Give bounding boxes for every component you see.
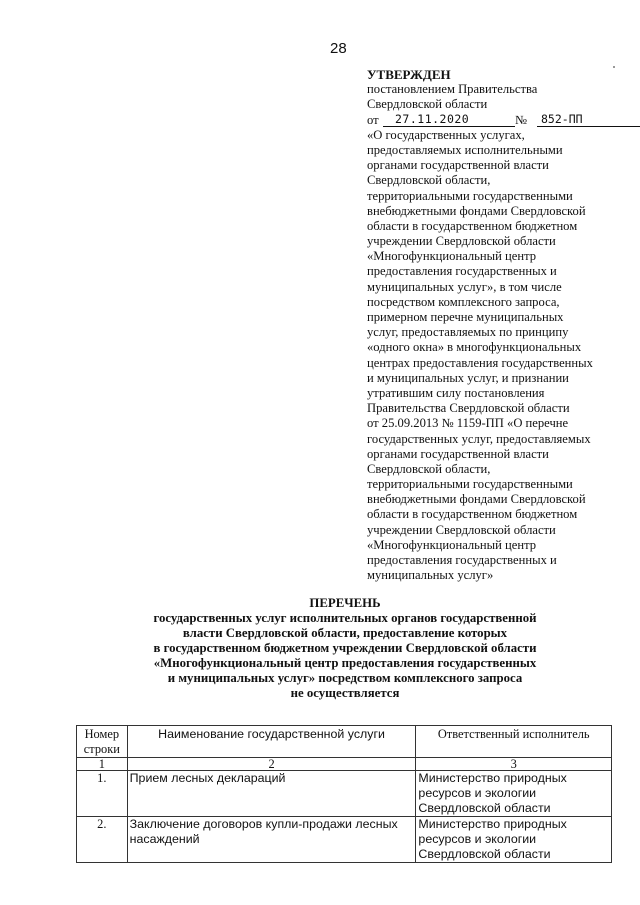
approval-line: территориальными государственными: [367, 188, 573, 203]
approval-line: посредством комплексного запроса,: [367, 294, 560, 309]
column-number: 2: [127, 758, 416, 771]
approval-line: «одного окна» в многофункциональных: [367, 340, 582, 355]
column-number: 1: [77, 758, 128, 771]
header-service-name: Наименование государственной услуги: [127, 726, 416, 758]
approval-line: Свердловской области: [367, 97, 488, 112]
list-subtitle-line: «Многофункциональный центр предоставления государственных: [153, 656, 537, 670]
approval-line: внебюджетными фондами Свердловской: [367, 203, 586, 218]
list-subtitle-line: не осуществляется: [290, 686, 400, 700]
services-table: [76, 725, 612, 863]
decree-number: 852-ПП: [537, 113, 640, 127]
executor-name: Министерство природных ресурсов и экологии Свердловской области: [416, 817, 612, 863]
approval-line: утратившим силу постановления: [367, 385, 545, 400]
approval-line: от 25.09.2013 № 1159-ПП «О перечне: [367, 416, 569, 431]
approval-line: учреждении Свердловской области: [367, 234, 556, 249]
table-header-row: [77, 726, 612, 758]
row-number: 1.: [77, 771, 128, 817]
approval-line: «О государственных услугах,: [367, 127, 525, 142]
list-subtitle-line: государственных услуг исполнительных органов государственной: [153, 611, 537, 625]
list-title-block: [70, 596, 620, 701]
decree-date: 27.11.2020: [383, 113, 515, 127]
column-number: 3: [416, 758, 612, 771]
approval-line: предоставления государственных и: [367, 264, 557, 279]
approval-line: примерном перечне муниципальных: [367, 310, 564, 324]
approval-line: и муниципальных услуг, и признании: [367, 370, 569, 385]
list-subtitle-line: и муниципальных услуг» посредством комплексного запроса: [167, 671, 523, 685]
approval-title: УТВЕРЖДЕН: [367, 67, 451, 82]
approval-line: центрах предоставления государственных: [367, 355, 593, 370]
decree-number-label: №: [515, 112, 528, 127]
approval-line: предоставления государственных и: [367, 553, 557, 567]
approval-line: государственных услуг, предоставляемых: [367, 431, 591, 446]
decree-line: [367, 113, 635, 128]
table-row: [77, 817, 612, 863]
service-name: Прием лесных деклараций: [127, 771, 416, 817]
approval-line: территориальными государственными: [367, 477, 573, 492]
approval-line: области в государственном бюджетном: [367, 507, 578, 522]
approval-block: [367, 67, 635, 583]
decree-ot-label: от: [367, 112, 379, 127]
approval-line: «Многофункциональный центр: [367, 537, 537, 552]
approval-line: муниципальных услуг»: [367, 568, 494, 583]
approval-line: муниципальных услуг», в том числе: [367, 279, 562, 294]
service-name: Заключение договоров купли-продажи лесных насаждений: [127, 817, 416, 863]
approval-line: «Многофункциональный центр: [367, 249, 537, 264]
row-number: 2.: [77, 817, 128, 863]
list-subtitle: [70, 611, 620, 701]
executor-name: Министерство природных ресурсов и экологии Свердловской области: [416, 771, 612, 817]
page-number: 28: [330, 40, 347, 57]
approval-line: органами государственной власти: [367, 158, 549, 173]
list-subtitle-line: в государственном бюджетном учреждении Свердловской области: [153, 641, 537, 655]
header-executor: Ответственный исполнитель: [416, 726, 612, 758]
approval-line: органами государственной власти: [367, 446, 549, 461]
approval-line: Правительства Свердловской области: [367, 401, 570, 416]
approval-line: предоставляемых исполнительными: [367, 142, 563, 157]
approval-line: постановлением Правительства: [367, 82, 538, 97]
approval-line: внебюджетными фондами Свердловской: [367, 492, 586, 507]
list-heading: ПЕРЕЧЕНЬ: [309, 596, 381, 610]
header-row-number: Номер строки: [77, 726, 128, 758]
approval-line: Свердловской области,: [367, 173, 491, 188]
approval-decree-title: [367, 128, 635, 584]
table-row: [77, 771, 612, 817]
table-column-numbers-row: [77, 758, 612, 771]
approval-line: области в государственном бюджетном: [367, 218, 578, 233]
list-subtitle-line: власти Свердловской области, предоставление которых: [182, 626, 508, 640]
approval-line: услуг, предоставляемых по принципу: [367, 325, 569, 340]
approval-line: Свердловской области,: [367, 461, 491, 476]
approval-line: учреждении Свердловской области: [367, 522, 556, 537]
